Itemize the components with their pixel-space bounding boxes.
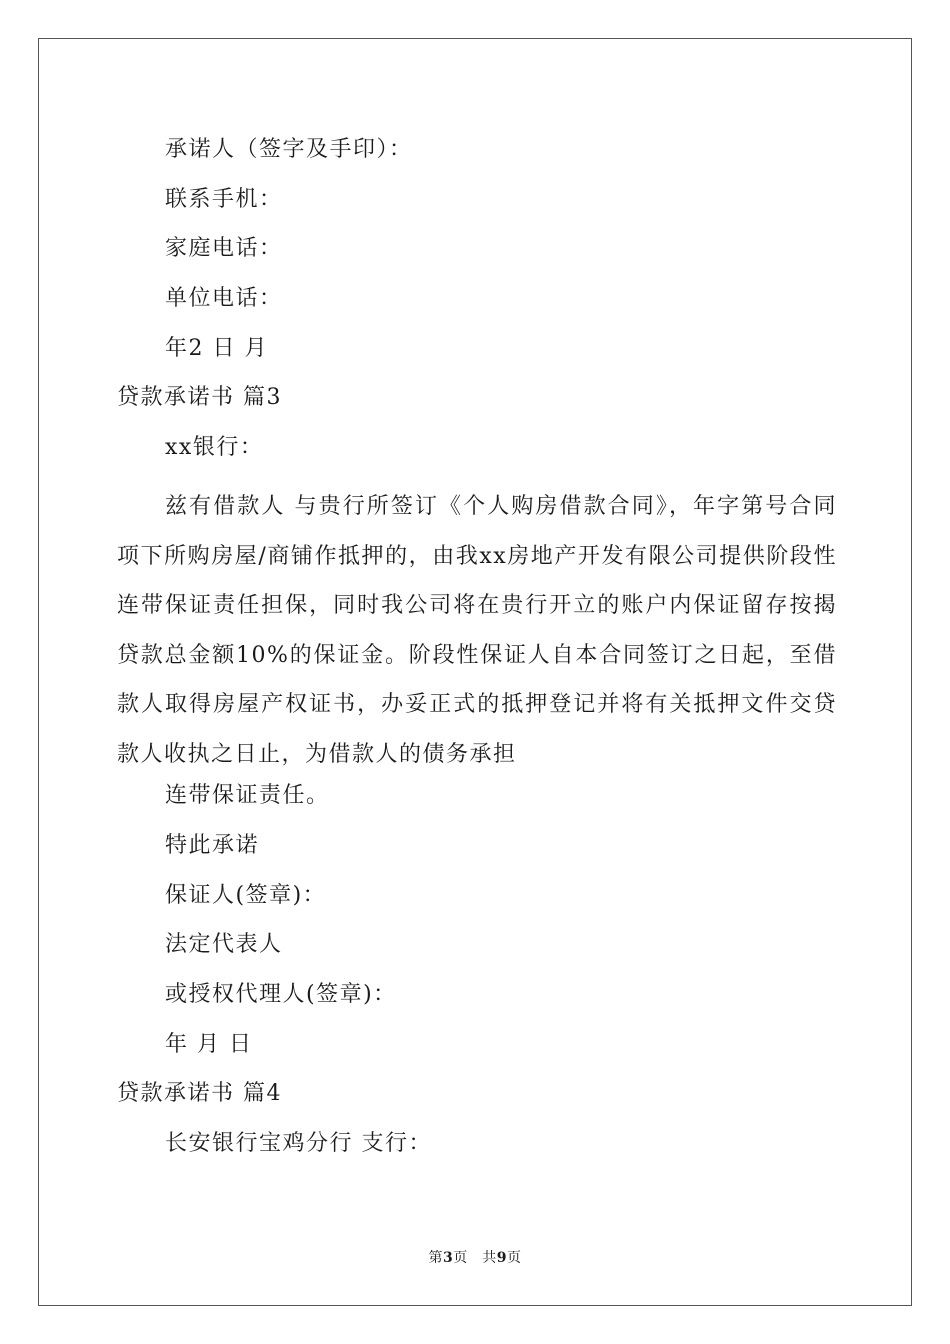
- body-line: 同项下所购房屋/商铺作抵押的，由我xx房地产开发有限公司提供阶: [117, 494, 837, 569]
- closing-line: 特此承诺: [165, 833, 260, 858]
- authorized-agent-line: 或授权代理人(签章)：: [165, 982, 397, 1007]
- body-line: 段性连带保证责任担保，同时我公司将在贵行开立的账户内保证留存: [117, 543, 837, 619]
- date-line: 年2 日 月: [165, 336, 268, 361]
- body-line: 兹有借款人 与贵行所签订《个人购房借款合同》，年字第号合: [165, 494, 814, 519]
- legal-representative-line: 法定代表人: [165, 932, 283, 957]
- continuation-line: 连带保证责任。: [165, 783, 330, 808]
- salutation: 长安银行宝鸡分行 支行：: [165, 1131, 432, 1156]
- guarantor-signature-line: 保证人(签章)：: [165, 883, 327, 908]
- body-line: 按揭贷款总金额10%的保证金。阶段性保证人自本合同签订之日起，: [117, 593, 837, 668]
- section-heading: 贷款承诺书 篇3: [117, 385, 282, 410]
- current-page-number: 3: [443, 1250, 454, 1266]
- total-page-number: 9: [496, 1250, 507, 1266]
- work-phone-line: 单位电话：: [165, 286, 283, 311]
- home-phone-line: 家庭电话：: [165, 236, 283, 261]
- page-prefix: 第: [428, 1250, 443, 1266]
- page-mid: 页 共: [453, 1250, 497, 1266]
- page-number-footer: [0, 1249, 950, 1267]
- section-heading: 贷款承诺书 篇4: [117, 1081, 282, 1106]
- body-line: 交贷款人收执之日止，为借款人的债务承担: [117, 692, 837, 767]
- body-paragraph: [117, 482, 837, 780]
- date-line: 年 月 日: [165, 1032, 253, 1057]
- body-line: 至借款人取得房屋产权证书，办妥正式的抵押登记并将有关抵押文件: [117, 642, 837, 718]
- mobile-phone-line: 联系手机：: [165, 187, 283, 212]
- page-suffix: 页: [507, 1250, 522, 1266]
- salutation: xx银行：: [165, 435, 264, 460]
- promisor-signature-line: 承诺人（签字及手印）：: [165, 137, 413, 162]
